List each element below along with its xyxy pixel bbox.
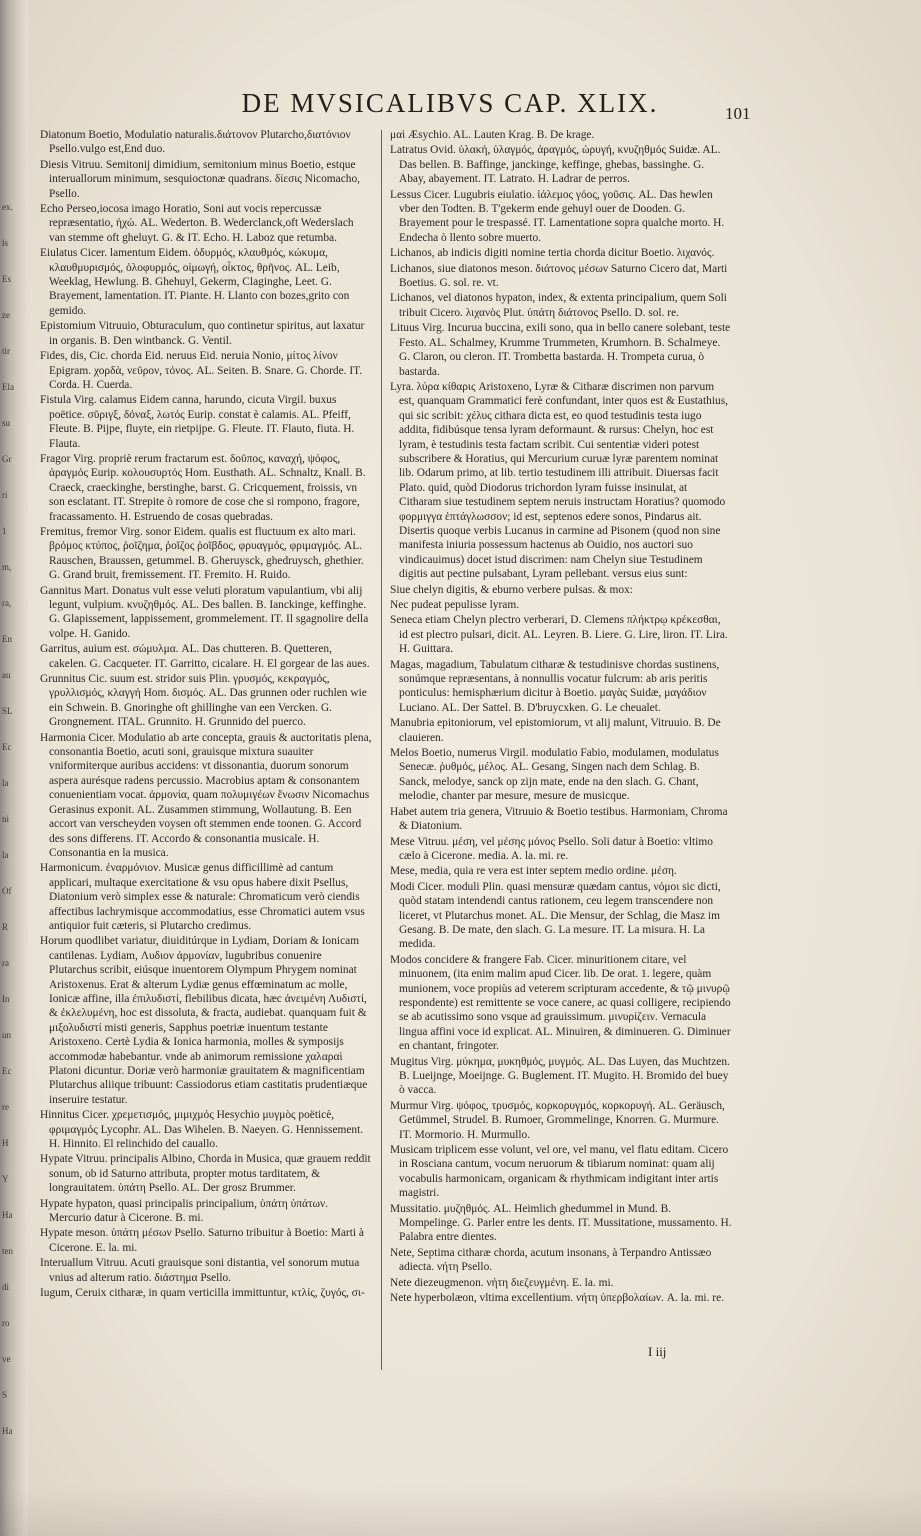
- dictionary-entry: Diesis Vitruu. Semitonij dimidium, semitonium minus Boetio, estque interuallorum minimum, sesquioctonæ quadrans. δίεσις Nicomacho, Psello.: [40, 158, 361, 200]
- column-rule: [381, 130, 382, 1370]
- gutter-fragment: tir: [2, 346, 10, 356]
- dictionary-entry: Lessus Cicer. Lugubris eiulatio. ἰάλεμος γόος, γοῦσις. AL. Das hewlen vber den Todten. B. T'gekerm ende gehuyl ouer de Dooden. G. Brayement pour le trespassé. IT. Lamentatione sopra qualche morto. H. Endecha ò llento sobre muerto.: [390, 188, 725, 244]
- dictionary-entry: Grunnitus Cic. suum est. stridor suis Plin. γρυσμός, κεκραγμός, γρυλλισμός, κλαγγή Hom. δισμός. AL. Das grunnen oder ruchlen wie ein Schwein. B. Gnoringhe oft ghillinghe van een Vercken. G. Grongnement. ITAL. Grunnito. H. Grunnido del puerco.: [40, 673, 367, 729]
- gutter-fragment: 1: [2, 526, 7, 536]
- dictionary-entry: Hinnitus Cicer. χρεμετισμός, μιμιχμός Hesychio μυγμὸς poëticè, φριμαγμός Lycophr. AL. Das Wihelen. B. Naeyen. G. Hennissement. H. Hinnito. El relinchido del cauallo.: [40, 1109, 364, 1151]
- dictionary-entry: Latratus Ovid. ὑλακή, ὑλαγμός, ἀραγμός, ὠρυγή, κνυζηθμός Suidæ. AL. Das bellen. B. Baffinge, janckinge, keffinge, ghebas, bassinghe. G. Abay, abayement. IT. Latrato. H. Ladrar de perros.: [390, 144, 721, 186]
- gutter-fragment: ls: [2, 238, 9, 248]
- gutter-fragment: Ha: [2, 1426, 13, 1436]
- dictionary-entry: Garritus, auium est. σώμυλμα. AL. Das chutteren. B. Quetteren, cakelen. G. Cacqueter. IT. Garritto, cicalare. H. El gorgear de las aues.: [40, 643, 370, 670]
- dictionary-entry: Musicam triplicem esse volunt, vel ore, vel manu, vel flatu editam. Cicero in Rosciana cantum, vocum neruorum & tibiarum nominat: quam alij vocabulis harmonicam, organicam & rhythmicam indigitant inter artis magistri.: [390, 1144, 729, 1200]
- gutter-fragment: ex.: [2, 202, 13, 212]
- gutter-fragment: Y: [2, 1174, 9, 1184]
- dictionary-entry: Seneca etiam Chelyn plectro verberari, D. Clemens πλήκτρῳ κρέκεσθαι, id est plectro pulsari, dicit. AL. Leyren. B. Liere. G. Lire, liron. IT. Lira. H. Guittara.: [390, 614, 728, 656]
- gutter-fragment: un: [2, 1030, 11, 1040]
- gutter-fragment: Ela: [2, 382, 14, 392]
- gutter-fragment: S: [2, 1390, 8, 1400]
- gutter-fragment: Gr: [2, 454, 12, 464]
- dictionary-entry: Nete hyperbolæon, vltima excellentium. νήτη ὑπερβολαίων. A. la. mi. re.: [390, 1292, 724, 1305]
- gutter-fragment: su: [2, 418, 11, 428]
- gutter-fragment: ra,: [2, 598, 12, 608]
- dictionary-entry: Lituus Virg. Incurua buccina, exili sono, qua in bello canere solebant, teste Festo. AL. Schalmey, Krumme Trummeten, Krumhorn. B. Schalmeye. G. Claron, ou cleron. IT. Trombetta bastarda. H. Trompeta curua, ò bastarda.: [390, 322, 731, 378]
- signature-mark: I iij: [648, 1344, 667, 1359]
- dictionary-entry: Mese Vitruu. μέση, vel μέσης μόνος Psello. Soli datur à Boetio: vltimo cælo à Cicerone. media. A. la. mi. re.: [390, 835, 713, 862]
- dictionary-entry: Siue chelyn digitis, & eburno verbere pulsas. & mox:: [390, 583, 633, 596]
- page-bottom-shadow: [0, 1486, 921, 1536]
- gutter-fragment: ro: [2, 1318, 10, 1328]
- gutter-fragment: la: [2, 778, 9, 788]
- gutter-fragment: ra: [2, 958, 9, 968]
- dictionary-entry: Harmonia Cicer. Modulatio ab arte concepta, grauis & auctoritatis plena, consonantia Boetio, acuti soni, grauisque mixtura suauiter vniformiterque auribus accidens: vt dissonantia, duorum sonorum aspera aurésque radens percussio. Macrobius aptam & consonantem conuenientiam vocat. ἁρμονία, quam πολυμιγέων ἕνωσιν Nicomachus Gerasinus exponit. AL. Zusammen stimmung, Wollautung. B. Een accort van verscheyden voysen oft stemmen ende toonen. G. Accord des sons differens. IT. Accordo & consonantia musicale. H. Consonantia en la musica.: [40, 731, 372, 859]
- dictionary-entry: Horum quodlibet variatur, diuiditúrque in Lydiam, Doriam & Ionicam cantilenas. Lydiam, Λυδιον ἁρμονίαν, lugubribus conuenire Plutarchus scribit, eiúsque inuentorem Olympum Phrygem nominat Aristoxenus. Erat & alterum Lydiæ genus effœminatum ac molle, Ionicæ affine, illa ἐπιλυδιστί, flebilibus dicata, hæc ἀνειμένη Λυδιστί, & ἐκλελυμένη, hoc est dissoluta, & fracta, audiebat. quanquam fuit & μιξολυδιστί misti generis, Sapphus poetriæ inuentum testante Aristoxeno. Certè Lydia & Ionica harmonia, molles & symposijs accommodæ habebantur. vnde ab animorum remissione χαλαραὶ Platoni dicuntur. Doriæ verò harmoniæ grauitatem & magnificentiam Plutarchus aliique tribuunt: Cassiodorus etiam castitatis prudentiæque inseruire testatur.: [40, 935, 368, 1106]
- gutter-fragment: Of: [2, 886, 12, 896]
- dictionary-entry: Interuallum Vitruu. Acuti grauisque soni distantia, vel sonorum mutua vnius ad alterum ratio. διάστημα Psello.: [40, 1257, 360, 1284]
- dictionary-entry: Manubria epitoniorum, vel epistomiorum, vt alij malunt, Vitruuio. B. De clauieren.: [390, 717, 721, 744]
- dictionary-entry: Magas, magadium, Tabulatum citharæ & testudinisve chordas sustinens, sonúmque repræsentans, à nonnullis vocatur fulcrum: ab aris peritis ponticulus: hemisphærium dicitur à Boetio. μαγὰς Suidæ, μαγάδιον Luciano. AL. Der Sattel. B. D'bruycxken. G. Le cheualet.: [390, 658, 720, 714]
- gutter-fragment: En: [2, 634, 12, 644]
- dictionary-entry: Melos Boetio, numerus Virgil. modulatio Fabio, modulamen, modulatus Senecæ. ῥυθμός, μέλος. AL. Gesang, Singen nach dem Schlag. B. Sanck, melodye, sanck op zijn mate, ende na den slach. G. Chant, melodie, chanter par mesure, mesure de musicque.: [390, 747, 719, 803]
- dictionary-entry: Harmonicum. ἐναρμόνιον. Musicæ genus difficillimè ad cantum applicari, multaque exercitatione & vsu opus habere dixit Psellus, Diatonium verò simplex esse & naturale: Chromaticum verò ciendis affectibus lachrymisque accommodatius, esse Chromatici autem vsus antiquior fuit cæteris, si Plutarcho credimus.: [40, 862, 365, 932]
- dictionary-entry: Lichanos, siue diatonos meson. διάτονος μέσων Saturno Cicero dat, Marti Boetius. G. sol. re. vt.: [390, 262, 728, 290]
- gutter-fragment: Es: [2, 274, 11, 284]
- dictionary-entry: Modi Cicer. moduli Plin. quasi mensuræ quædam cantus, νόμοι sic dicti, quòd statam intendendi cantus rationem, ceu legem transcendere non liceret, vt Plutarchus monet. AL. Die Mensur, der Schlag, die Masz im Gesang. B. De mate, den slach. G. La mesure. IT. La misura. H. La medida.: [390, 880, 721, 951]
- gutter-fragment: ze: [2, 310, 10, 320]
- dictionary-entry: Fistula Virg. calamus Eidem canna, harundo, cicuta Virgil. buxus poëtice. σῦριγξ, δόναξ, λωτός Eurip. constat è calamis. AL. Pfeiff, Fleute. B. Pijpe, fluyte, ein rietpijpe. G. Fleute. IT. Flauto, fiuta. H. Flauta.: [40, 394, 355, 450]
- gutter-fragment: au: [2, 670, 11, 680]
- gutter-fragment: ten: [2, 1246, 13, 1256]
- dictionary-entry: Mussitatio. μυζηθμός. AL. Heimlich ghedummel in Mund. B. Mompelinge. G. Parler entre les dents. IT. Mussitatione, mussamento. H. Palabra entre dientes.: [390, 1202, 732, 1244]
- dictionary-entry: Fides, dis, Cic. chorda Eid. neruus Eid. neruia Nonio, μίτος λίνον Epigram. χορδὰ, νεῦρον, τόνος. AL. Seiten. B. Snare. G. Chorde. IT. Corda. H. Cuerda.: [40, 350, 363, 391]
- gutter-fragment: In: [2, 994, 10, 1004]
- gutter-fragment: Ha: [2, 1210, 13, 1220]
- gutter-fragment: Ec: [2, 742, 12, 752]
- dictionary-entry: Hypate meson. ὑπάτη μέσων Psello. Saturno tribuitur à Boetio: Marti à Cicerone. E. la. mi.: [40, 1227, 364, 1254]
- facing-page-gutter: [0, 0, 28, 1536]
- dictionary-entry: Hypate Vitruu. principalis Albino, Chorda in Musica, quæ grauem reddit sonum, ob id Saturno attributa, propter motus tarditatem, & longrauitatem. ὑπάτη Psello. AL. Der grosz Brummer.: [40, 1153, 371, 1195]
- dictionary-entry: Habet autem tria genera, Vitruuio & Boetio testibus. Harmoniam, Chroma & Diatonium.: [390, 805, 728, 833]
- dictionary-entry: Hypate hypaton, quasi principalis principalium, ὑπάτη ὑπάτων. Mercurio datur à Cicerone. B. mi.: [40, 1197, 329, 1225]
- running-head: DE MVSICALIBVS CAP. XLIX.: [241, 88, 659, 118]
- dictionary-entry: Lyra. λύρα κίθαρις Aristoxeno, Lyræ & Citharæ discrimen non parvum est, quanquam Grammatici ferè confundant, inter quos est & Eustathius, qui sic scribit: χέλυς cithara dicta est, eo quod testudinis testa iugo addita, fidibúsque tensa lyram deformaunt. & rursus: Chelyn, hoc est lyram, è testudinis testa factam scribit. Cui sententiæ videri potest subscribere & Horatius, qui Mercurium curuæ lyræ parentem nominat lib. Odarum primo, at lib. tertio testudinem illi attribuit. Diuersas facit Plato. quid, quòd Diodorus trichordon lyram fuisse insinulat, at Citharam siue testudinem septem neruis instructam Horatius? quomodo φορμιγγα ἑπτάγλωσσον; id est, septenos edere sonos, Pindarus ait. Disertis quoque verbis Lucanus in carmine ad Pisonem (quod non sine manifesta iniuria possessum hactenus ab Ouidio, nos auctori suo vindicauimus) docet istud discrimen: nam Chelyn siue Testudinem digitis aut pectine pulsabant, Lyram pellebant. versus eius sunt:: [390, 380, 728, 581]
- dictionary-entry: Nete diezeugmenon. νήτη διεζευγμένη. E. la. mi.: [390, 1276, 614, 1289]
- dictionary-entry: Nete, Septima citharæ chorda, acutum insonans, à Terpandro Antissæo adiecta. νήτη Psello.: [390, 1246, 712, 1274]
- dictionary-entry: Mese, media, quia re vera est inter septem medio ordine. μέση.: [390, 865, 677, 878]
- gutter-fragment: SL: [2, 706, 13, 716]
- gutter-fragment: ve: [2, 1354, 11, 1364]
- gutter-fragment: ri: [2, 490, 8, 500]
- dictionary-entry: Gannitus Mart. Donatus vult esse veluti ploratum vapulantium, vbi alij legunt, vulpium. κνυζηθμός. AL. Des ballen. B. Ianckinge, keffinghe. G. Glapissement, lappissement, grommelement. IT. Il sgagnolire della volpe. H. Ganido.: [40, 584, 369, 640]
- gutter-fragment: re: [2, 1102, 9, 1112]
- dictionary-entry: Lichanos, ab indicis digiti nomine tertia chorda dicitur Boetio. λιχανός.: [390, 247, 715, 260]
- dictionary-entry: Mugitus Virg. μύκημα, μυκηθμός, μυγμός. AL. Das Luyen, das Muchtzen. B. Lueijnge, Moeijnge. G. Buglement. IT. Mugito. H. Bromido del buey ò vacca.: [390, 1055, 730, 1097]
- dictionary-entry: Lichanos, vel diatonos hypaton, index, & extenta principalium, quem Soli tribuit Cicero. λιχανὸς Plut. ὑπάτη διάτονος Psello. D. sol. re.: [390, 292, 727, 319]
- dictionary-entry: Fragor Virg. propriè rerum fractarum est. δοῦπος, καναχή, ψόφος, ἀραγμός Eurip. κολουσυρτός Hom. Eusthath. AL. Schnaltz, Knall. B. Craeck, craeckinghe, berstinghe, barst. G. Cricquement, froissis, vn son esclatant. IT. Strepite ò romore de cose che si rompono, fragore, fracassamento. H. Estruendo de cosas quebradas.: [40, 452, 366, 523]
- dictionary-entry: Fremitus, fremor Virg. sonor Eidem. qualis est fluctuum ex alto mari. βρόμος κτύπος, ῥοῖζημα, ῥοῖζος ῥοῖβδος, φρυαγμός, φριμαγμός. AL. Rauschen, Braussen, getummel. B. Gheruysck, ghedruysch, ghethier. G. Grand bruit, fremissement. IT. Fremito. H. Ruido.: [40, 525, 364, 582]
- dictionary-entry: Eiulatus Cicer. lamentum Eidem. ὀδυρμός, κλαυθμός, κώκυμα, κλαυθμυρισμός, ὀλοφυρμός, οἰμωγή, οἶκτος, θρῆνος. AL. Leib, Weeklag, Hewlung. B. Ghehuyl, Gekerm, Claginghe, Leet. G. Brayement, lamentation. IT. Piante. H. Llanto con bozes,grito con gemido.: [40, 247, 350, 317]
- right-column: [390, 128, 732, 1388]
- dictionary-entry: Iugum, Ceruix citharæ, in quam verticilla immittuntur, κτλίς, ζυγός, σι-: [40, 1287, 365, 1300]
- gutter-fragment: R: [2, 922, 9, 932]
- dictionary-entry: Murmur Virg. ψόφος, τρυσμός, κορκορυγμός, κορκορυγή. AL. Geräusch, Getümmel, Strudel. B. Rumoer, Grommelinge, Knorren. G. Murmure. IT. Mormorio. H. Murmullo.: [390, 1099, 725, 1141]
- gutter-fragment: di: [2, 1282, 10, 1292]
- gutter-fragment: la: [2, 850, 9, 860]
- gutter-fragment: ni: [2, 814, 10, 824]
- gutter-fragment: Ec: [2, 1066, 12, 1076]
- folio-number: 101: [725, 104, 751, 123]
- dictionary-entry: μαὶ Æsychio. AL. Lauten Krag. B. De krage.: [390, 129, 595, 141]
- gutter-fragment: m,: [2, 562, 12, 572]
- dictionary-entry: Epistomium Vitruuio, Obturaculum, quo continetur spiritus, aut laxatur in organis. B. Den wintbanck. G. Ventil.: [40, 320, 365, 347]
- left-column: [40, 128, 372, 1488]
- gutter-fragment: H: [2, 1138, 9, 1148]
- dictionary-entry: Diatonum Boetio, Modulatio naturalis.διάτονον Plutarcho,διατόνιον Psello.vulgo est,End duo.: [40, 129, 351, 156]
- dictionary-entry: Nec pudeat pepulisse lyram.: [390, 599, 520, 611]
- dictionary-entry: Echo Perseo,iocosa imago Horatio, Soni aut vocis repercussæ repræsentatio, ἠχώ. AL. Wederton. B. Wederclanck,oft Wederslach van stemme oft gheluyt. G. & IT. Echo. H. Laboz que retumba.: [40, 203, 354, 244]
- dictionary-entry: Modos concidere & frangere Fab. Cicer. minuritionem citare, vel minuonem, (ita enim malim apud Cicer. lib. De orat. 1. legere, quàm munionem, voce propiùs ad veterem scripturam accedente, & τῷ μινυρῷ respondente) est remittente se voce canere, ac quasi colligere, recipiendo se ab acutissimo sono vsque ad grauissimum. μινυρίζειν. Vernacula lingua affini voce id explicat. AL. Minuiren, & diminueren. G. Diminuer en chantant, fringoter.: [390, 953, 731, 1053]
